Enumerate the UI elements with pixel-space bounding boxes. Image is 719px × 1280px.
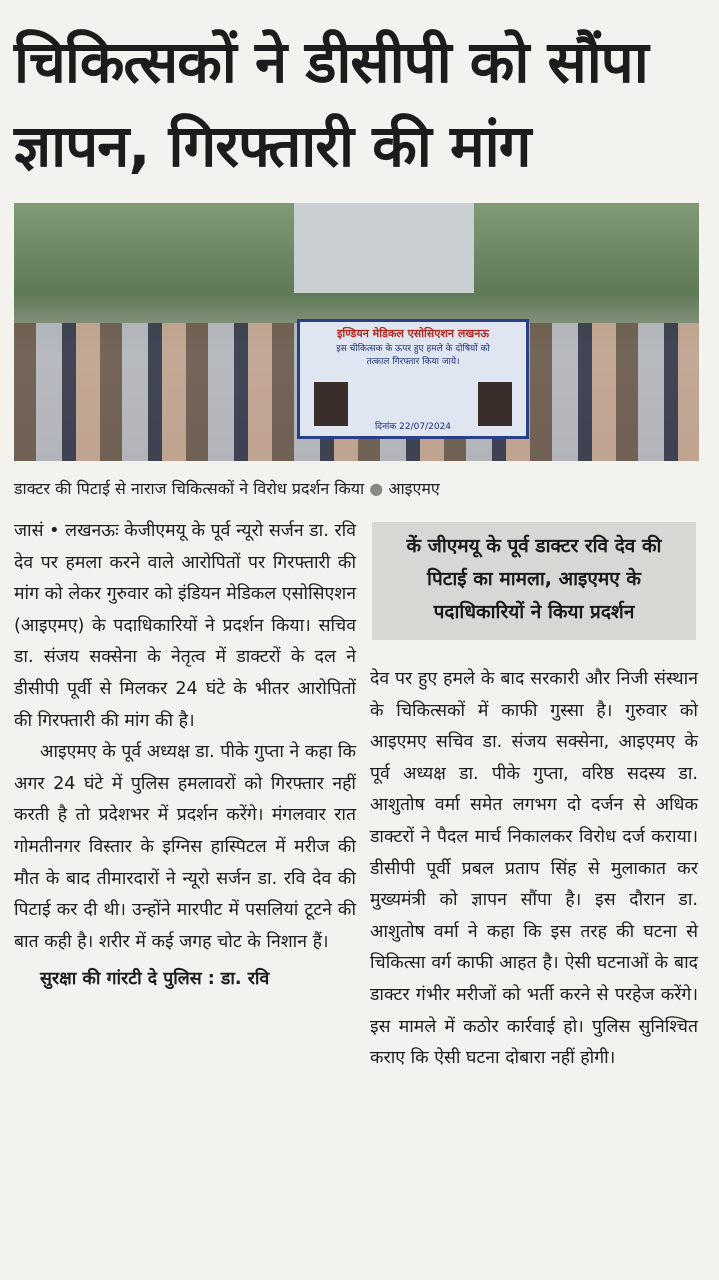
- caption-text: डाक्टर की पिटाई से नाराज चिकित्सकों ने विरोध प्रदर्शन किया: [14, 479, 365, 498]
- article-subheading: सुरक्षा की गांरटी दे पुलिस : डा. रवि: [40, 969, 270, 990]
- banner-date: दिनांक 22/07/2024: [374, 422, 452, 432]
- headline: चिकित्सकों ने डीसीपी को सौंपा ज्ञापन, गिरफ्तारी की मांग: [14, 28, 648, 180]
- banner-line-2: इस चीकित्सक के ऊपर हुए हमले के दोषियों को: [336, 344, 490, 354]
- photo-sky: [294, 203, 474, 293]
- protest-banner: [297, 319, 529, 439]
- article-column-2: [370, 664, 698, 1075]
- article-column-1: [14, 516, 356, 996]
- banner-line-3: तत्काल गिरफ्तार किया जाये।: [366, 357, 460, 367]
- article-paragraph: आइएमए के पूर्व अध्यक्ष डा. पीके गुप्ता ने कहा कि अगर 24 घंटे में पुलिस हमलावरों को गिरफ्तार नहीं करती है तो प्रदेशभर में प्रदर्शन करेंगे। मंगलवार रात गोमतीनगर विस्तार के इग्निस हास्पिटल में मरीज की मौत के बाद तीमारदारों ने न्यूरो सर्जन डा. रवि देव की पिटाई कर दी थी। उन्होंने मारपीट में पसलियां टूटने की बात कही है। शरीर में कई जगह चोट के निशान हैं।: [14, 742, 356, 952]
- article-paragraph: जासं • लखनऊः केजीएमयू के पूर्व न्यूरो सर्जन डा. रवि देव पर हमला करने वाले आरोपितों पर गिरफ्तारी की मांग को लेकर गुरुवार को इंडियन मेडिकल एसोसिएशन (आइएमए) के पदाधिकारियों ने प्रदर्शन किया। सचिव डा. संजय सक्सेना के नेतृत्व में डाक्टरों के दल ने डीसीपी पूर्वी से मिलकर 24 घंटे के भीतर आरोपितों की गिरफ्तारी की मांग की है।: [14, 521, 356, 731]
- photo-caption: [14, 476, 704, 502]
- highlight-box: कें जीएमयू के पूर्व डाक्टर रवि देव की पिटाई का मामला, आइएमए के पदाधिकारियों ने किया प्रदर्शन: [372, 522, 696, 640]
- banner-line-1: इण्डियन मेडिकल एसोसिएशन लखनऊ: [336, 327, 490, 340]
- caption-credit: आइएमए: [388, 479, 440, 498]
- news-photo: [14, 203, 699, 461]
- bullet-icon: ●: [369, 479, 389, 498]
- article-paragraph: देव पर हुए हमले के बाद सरकारी और निजी संस्थान के चिकित्सकों में काफी गुस्सा है। गुरुवार को आइएमए सचिव डा. संजय सक्सेना, आइएमए के पूर्व अध्यक्ष डा. पीके गुप्ता, वरिष्ठ सदस्य डा. आशुतोष वर्मा समेत लगभग दो दर्जन से अधिक डाक्टरों ने पैदल मार्च निकालकर विरोध दर्ज कराया। डीसीपी पूर्वी प्रबल प्रताप सिंह से मुलाकात कर मुख्यमंत्री को ज्ञापन सौंपा है। इस दौरान डा. आशुतोष वर्मा ने कहा कि इस तरह की घटना से चिकित्सा वर्ग काफी आहत है। ऐसी घटनाओं के बाद डाक्टर गंभीर मरीजों को भर्ती करने से परहेज करेंगे। इस मामले में कठोर कार्रवाई हो। पुलिस सुनिश्चित कराए कि ऐसी घटना दोबारा नहीं होगी।: [370, 669, 698, 1069]
